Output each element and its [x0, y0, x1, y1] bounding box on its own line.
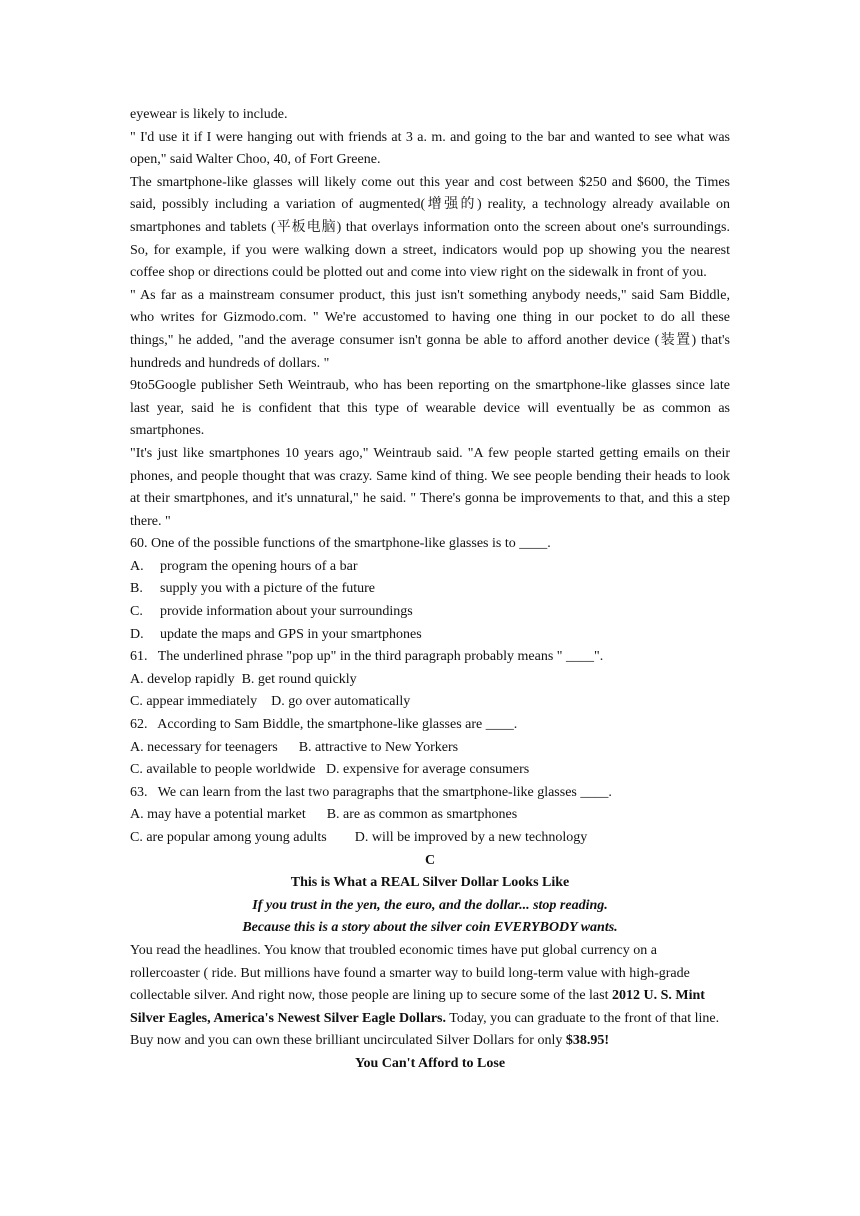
document-page [130, 104, 730, 1076]
question-60-option-c: C. provide information about your surroundings [130, 604, 413, 620]
section-body: You read the headlines. You know that troubled economic times have put global currency on a rollercoaster ( ride. But millions have found a smarter way to build long-term value with high-grade collectable silver. And right now, those people are lining up to secure some of the last 2012 U. S. Mint Silver Eagles, America's Newest Silver Eagle Dollars. Today, you can graduate to the front of that line. Buy now and you can own these brilliant uncirculated Silver Dollars for only $38.95! [130, 942, 720, 1049]
paragraph: "It's just like smartphones 10 years ago," Weintraub said. "A few people started getting emails on their phones, and people thought that was crazy. Same kind of thing. We see people bending their heads to look at their smartphones, and it's unnatural," he said. " There's gonna be improvements to that, and this a step there. " [130, 445, 730, 529]
question-62-options-row1: A. necessary for teenagers B. attractive to New Yorkers [130, 739, 459, 755]
question-61-options-row1: A. develop rapidly B. get round quickly [130, 671, 357, 687]
question-60-stem: 60. One of the possible functions of the smartphone-like glasses is to ____. [130, 536, 551, 552]
paragraph: " I'd use it if I were hanging out with friends at 3 a. m. and going to the bar and wanted to see what was open," said Walter Choo, 40, of Fort Greene. [130, 129, 730, 168]
paragraph: eyewear is likely to include. [130, 107, 288, 122]
question-63-options-row2: C. are popular among young adults D. will be improved by a new technology [130, 830, 588, 845]
paragraph: " As far as a mainstream consumer product, this just isn't something anybody needs," said Sam Biddle, who writes for Gizmodo.com. " We're accustomed to having one thing in our pocket to do all these things," he added, "and the average consumer isn't gonna be able to afford another device (装置) that's hundreds and hundreds of dollars. " [130, 287, 730, 371]
paragraph: The smartphone-like glasses will likely come out this year and cost between $250 and $600, the Times said, possibly including a variation of augmented(增强的) reality, a technology already available on smartphones and tablets (平板电脑) that overlays information onto the screen about one's surroundings. So, for example, if you were walking down a street, indicators would pop up showing you the nearest coffee shop or directions could be plotted out and come into view right on the sidewalk in front of you. [130, 174, 730, 281]
question-60-option-b: B. supply you with a picture of the future [130, 581, 376, 597]
question-63-options-row1: A. may have a potential market B. are as common as smartphones [130, 807, 518, 823]
section-title: This is What a REAL Silver Dollar Looks Like [290, 875, 570, 891]
section-subtitle-2: Because this is a story about the silver coin EVERYBODY wants. [242, 920, 618, 936]
question-62-stem: 62. According to Sam Biddle, the smartphone-like glasses are ____. [130, 717, 518, 733]
question-62-options-row2: C. available to people worldwide D. expensive for average consumers [130, 762, 530, 778]
question-61-stem: 61. The underlined phrase "pop up" in the third paragraph probably means " ____". [130, 649, 604, 665]
paragraph: 9to5Google publisher Seth Weintraub, who has been reporting on the smartphone-like glasses since late last year, said he is confident that this type of wearable device will eventually be as common as smartphones. [130, 378, 730, 439]
question-60-option-a: A. program the opening hours of a bar [130, 558, 358, 574]
question-61-options-row2: C. appear immediately D. go over automatically [130, 694, 411, 710]
section-letter: C [424, 852, 436, 868]
section-subtitle-1: If you trust in the yen, the euro, and the dollar... stop reading. [252, 897, 608, 913]
section-heading: You Can't Afford to Lose [354, 1055, 506, 1071]
question-60-option-d: D. update the maps and GPS in your smartphones [130, 626, 422, 642]
question-63-stem: 63. We can learn from the last two paragraphs that the smartphone-like glasses ____. [130, 784, 612, 800]
